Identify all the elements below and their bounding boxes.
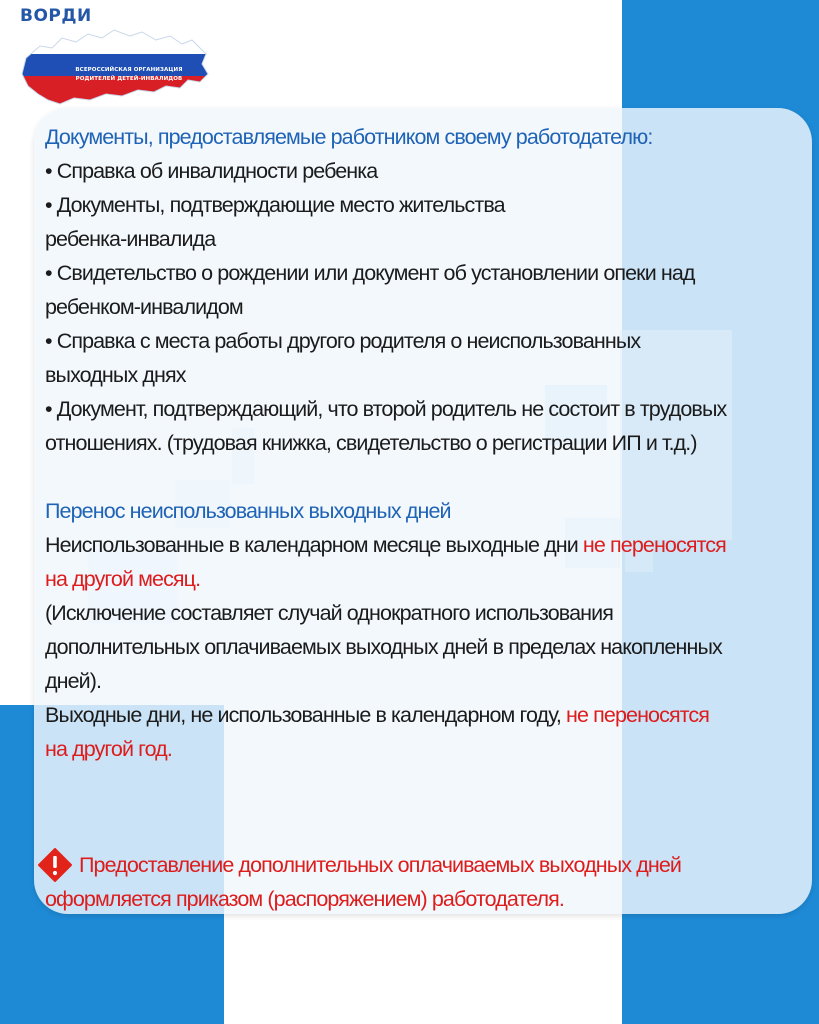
documents-list-line: • Свидетельство о рождении или документ об установлении опеки над <box>45 261 695 285</box>
warning-text: Предоставление дополнительных оплачиваемых выходных дней <box>79 853 682 877</box>
warning-note <box>45 848 805 882</box>
yearly-paragraph-line <box>45 698 805 732</box>
logo-subtitle: ВСЕРОССИЙСКАЯ ОРГАНИЗАЦИЯ <box>75 67 183 73</box>
transfer-heading: Перенос неиспользованных выходных дней <box>45 499 451 523</box>
exception-line: дополнительных оплачиваемых выходных дней в пределах накопленных <box>45 635 722 659</box>
exception-line: (Исключение составляет случай однократного использования <box>45 601 613 625</box>
transfer-text: Неиспользованные в календарном месяце выходные дни <box>45 533 583 557</box>
transfer-highlight: не переносятся <box>582 533 726 557</box>
transfer-highlight: на другой месяц. <box>45 567 201 591</box>
exception-line: дней). <box>45 669 102 693</box>
warning-text: оформляется приказом (распоряжением) работодателя. <box>45 887 564 911</box>
content-body <box>45 120 805 916</box>
organization-logo <box>14 2 224 112</box>
documents-list-line: ребенка-инвалида <box>45 227 216 251</box>
documents-list-line: • Документ, подтверждающий, что второй родитель не состоит в трудовых <box>45 397 727 421</box>
documents-list-line: • Справка об инвалидности ребенка <box>45 159 378 183</box>
transfer-paragraph-line <box>45 528 805 562</box>
logo-title: ВОРДИ <box>20 6 92 26</box>
russia-flag-map-icon <box>14 24 219 106</box>
documents-list-line: ребенком-инвалидом <box>45 295 243 319</box>
documents-list-line: • Документы, подтверждающие место жительства <box>45 193 505 217</box>
documents-heading: Документы, предоставляемые работником своему работодателю: <box>45 125 653 149</box>
documents-list-line: • Справка с места работы другого родителя о неиспользованных <box>45 329 641 353</box>
warning-diamond-icon <box>37 848 73 882</box>
yearly-highlight: на другой год. <box>45 737 172 761</box>
documents-list-line: выходных днях <box>45 363 186 387</box>
documents-list-line: отношениях. (трудовая книжка, свидетельство о регистрации ИП и т.д.) <box>45 431 697 455</box>
yearly-text: Выходные дни, не использованные в календарном году, <box>45 703 567 727</box>
yearly-highlight: не переносятся <box>566 703 709 727</box>
logo-subtitle: РОДИТЕЛЕЙ ДЕТЕЙ-ИНВАЛИДОВ <box>75 76 183 82</box>
